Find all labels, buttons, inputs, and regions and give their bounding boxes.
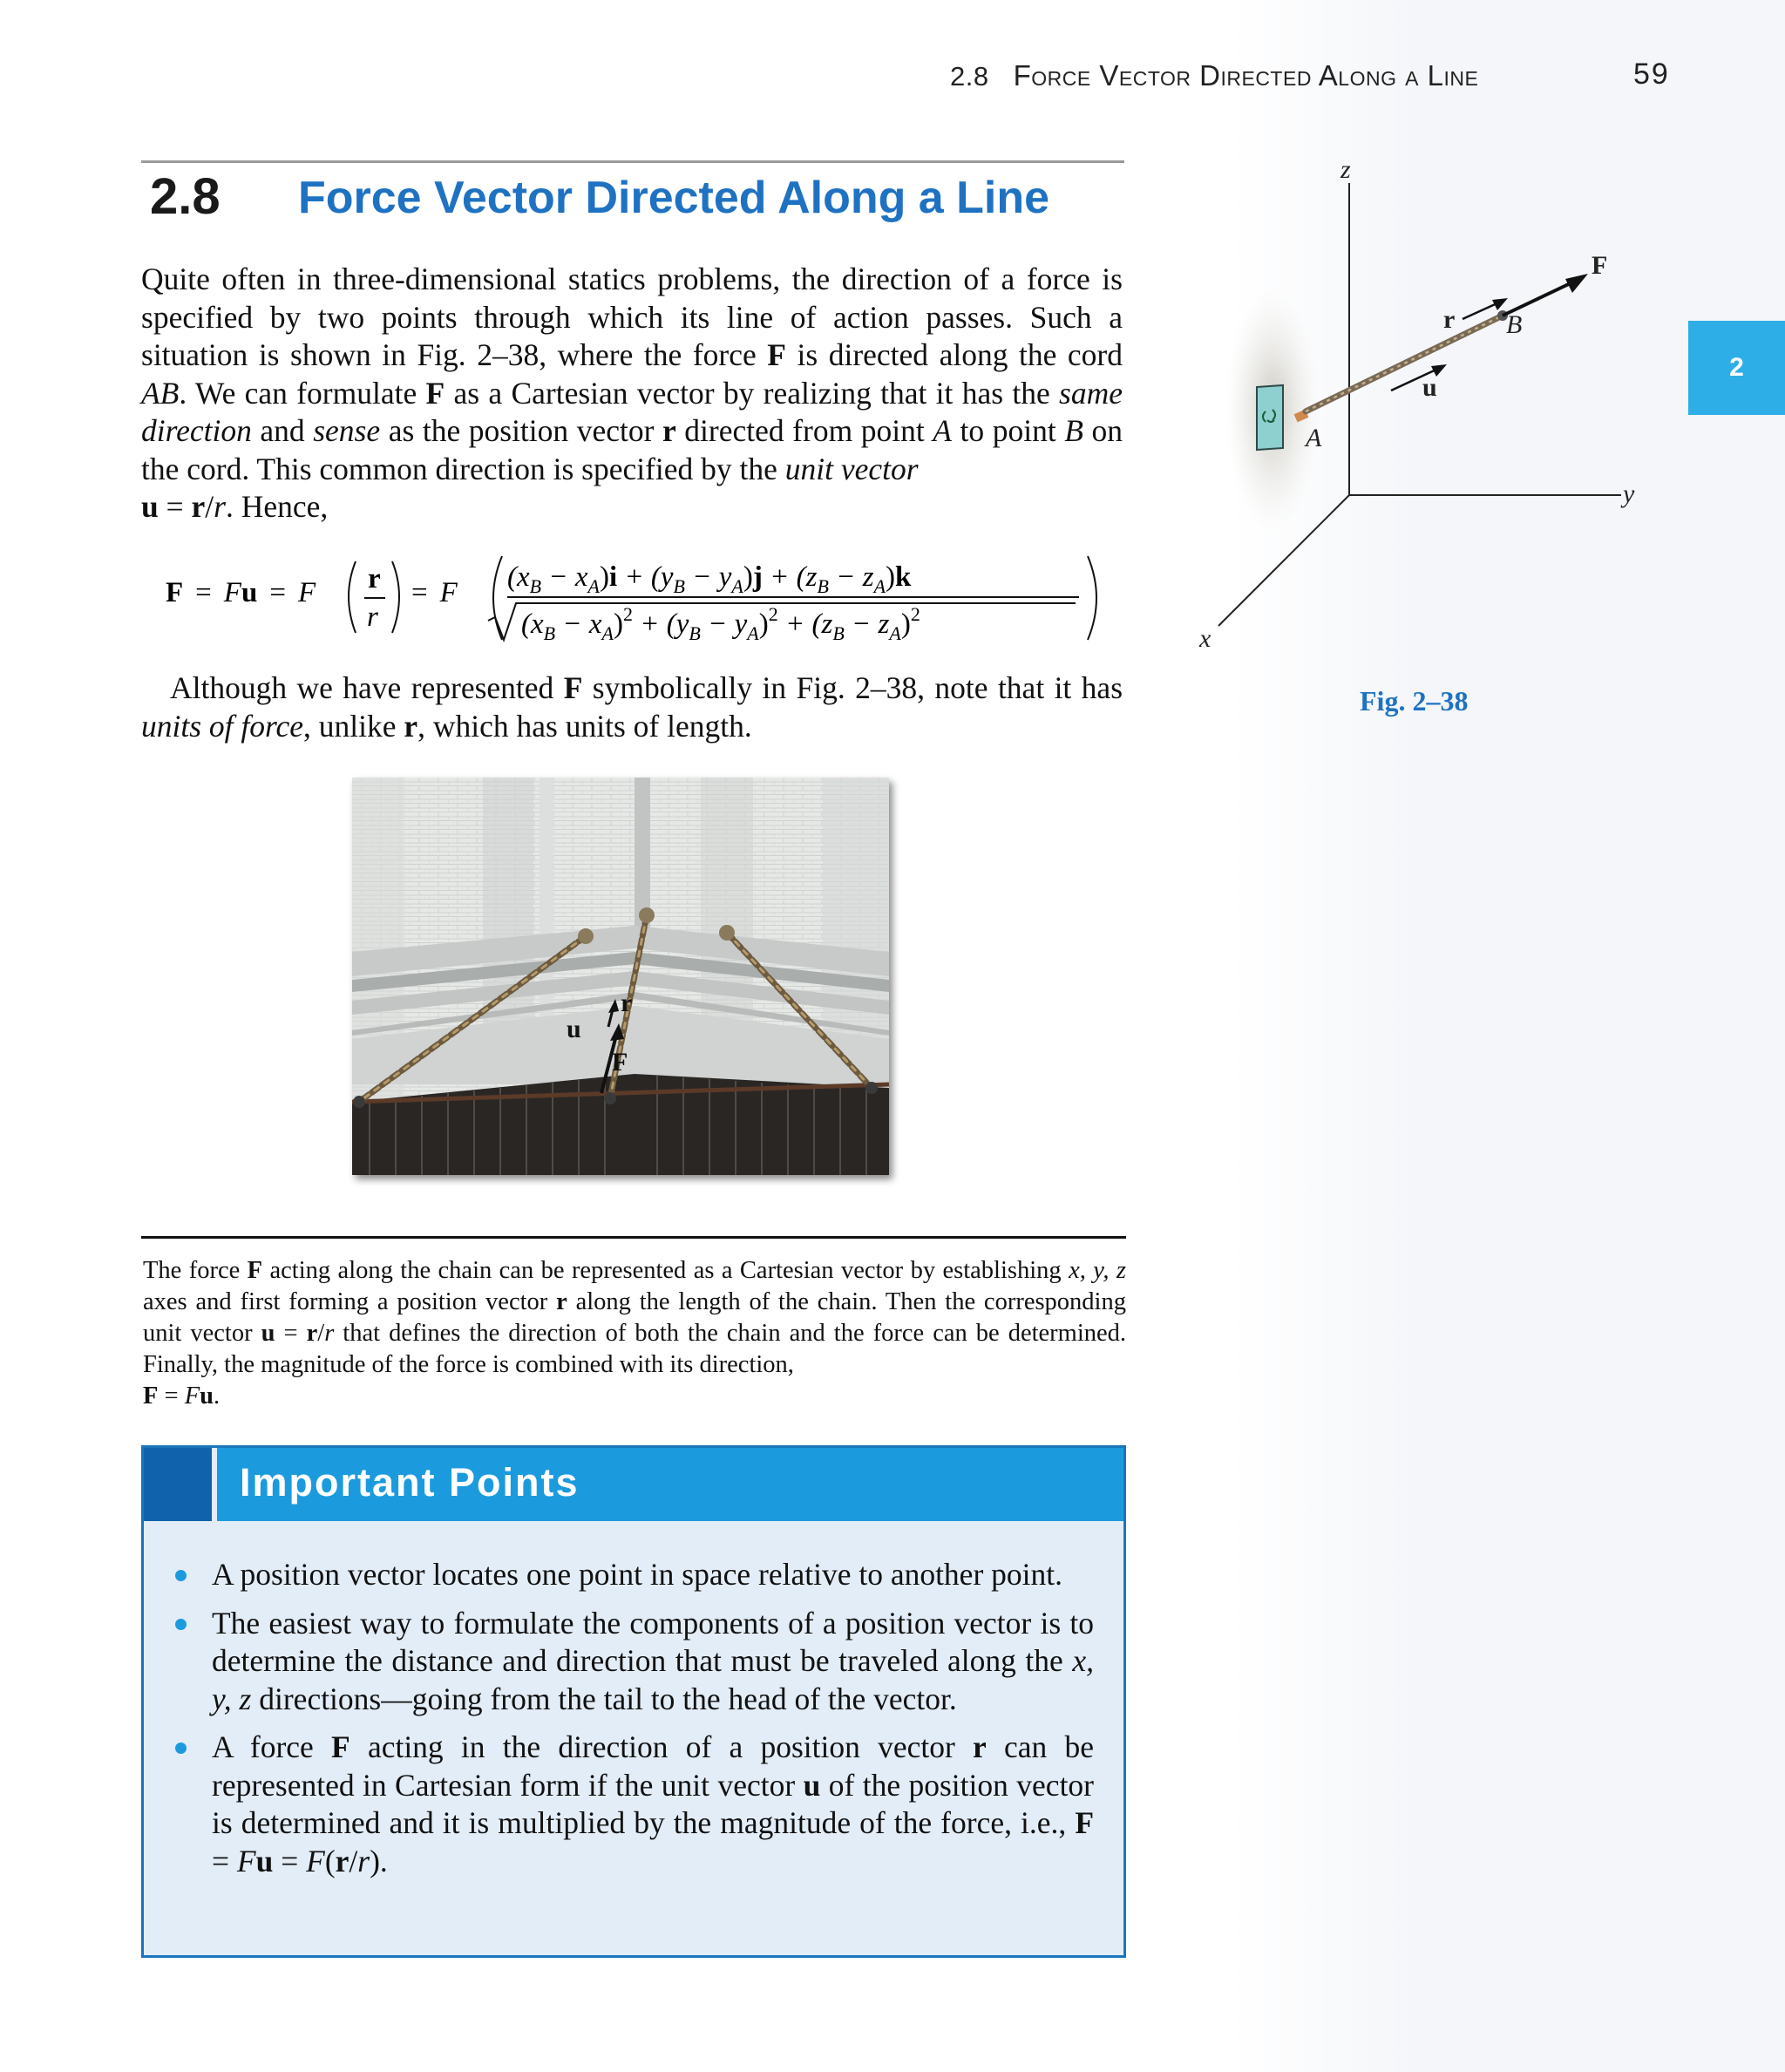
section-number: 2.8 <box>150 168 221 225</box>
term-sense: sense <box>313 413 381 448</box>
paragraph-intro: Quite often in three-dimensional statics problems, the direction of a force is specified by two points through which its line of action passes. Such a situation is shown in Fig. 2–38, where the force F is directed along the cord AB. We can formulate F as a Cartesian vector by realizing that it has the same direction and sense as the position vector r directed from point A to point B on the cord. This common direction is specified by the unit vector u = r/r. Hence, <box>141 262 1123 524</box>
photo-label-F: F <box>612 1048 628 1077</box>
cord-AB: AB <box>141 375 180 411</box>
bullet-icon <box>175 1570 187 1581</box>
vector-F: F <box>767 337 786 372</box>
figure-label-F: F <box>1592 251 1608 280</box>
term-same-direction: same direction <box>141 375 1123 448</box>
caption-rule <box>141 1236 1126 1239</box>
important-points-box <box>141 1445 1126 1958</box>
svg-text:(xB − xA)2 + (yB − yA)2 + (zB: $(x_B - x_A)^2 + (y_B - y_A)^2 + (z_B - z_A)^2$ <box>521 603 920 644</box>
photo-label-u: u <box>567 1015 581 1043</box>
chain-photo <box>352 778 889 1175</box>
figure-label-A: A <box>1306 424 1322 452</box>
section-rule <box>141 160 1124 163</box>
figure-label-r: r <box>1443 305 1456 334</box>
list-item: A position vector locates one point in space relative to another point. <box>144 1556 1123 1594</box>
header-accent-divider <box>212 1448 217 1521</box>
building-chain-illustration <box>352 778 889 1175</box>
photo-label-r: r <box>621 988 633 1017</box>
svg-text:F=Fu=F: F = Fu = F <box>166 577 316 608</box>
page-number: 59 <box>1633 58 1670 91</box>
svg-text:r: r <box>367 601 378 633</box>
svg-text:r: r <box>368 563 381 594</box>
section-title: Force Vector Directed Along a Line <box>298 173 1050 223</box>
figure-label-z: z <box>1340 155 1351 184</box>
important-points-list <box>144 1556 1123 1891</box>
bullet-icon <box>175 1743 187 1754</box>
photo-caption: The force F acting along the chain can be represented as a Cartesian vector by establishing x, y, z axes and first forming a position vector r along the length of the chain. Then the corresponding unit vector u = r/r that defines the direction of both the chain and the force can be determined. Finally, the magnitude of the force is combined with its direction, F = Fu. <box>143 1257 1127 1410</box>
anchor-plate <box>1257 385 1283 450</box>
svg-text:(xB − xA)i + (yB − yA)j + (zB: $(x_B - x_A)i + (y_B - y_A)j + (z_B - z_A)k$ <box>507 561 912 597</box>
running-header-title: Force Vector Directed Along a Line <box>1013 59 1479 92</box>
force-vector-equation <box>166 546 1116 650</box>
figure-label-u: u <box>1422 373 1437 402</box>
term-unit-vector: unit vector <box>784 451 919 486</box>
figure-2-38 <box>1185 148 1673 671</box>
running-header <box>950 59 1551 92</box>
figure-label-y: y <box>1623 479 1635 508</box>
list-item: A force F acting in the direction of a position vector r can be represented in Cartesian form if the unit vector u of the position vector is determined and it is multiplied by the magnitude of the force, i.e., F = Fu = F(r/r). <box>144 1729 1123 1880</box>
figure-label-x: x <box>1199 624 1211 653</box>
term-units-of-force: units of force <box>141 708 304 744</box>
svg-text:=F: = F <box>411 577 458 608</box>
header-accent-block <box>144 1448 212 1521</box>
running-header-section-number: 2.8 <box>950 61 989 92</box>
important-points-title: Important Points <box>240 1460 580 1505</box>
important-points-header <box>144 1448 1123 1521</box>
paragraph-units: Although we have represented F symbolically in Fig. 2–38, note that it has units of force, unlike r, which has units of length. <box>141 670 1123 744</box>
figure-label-B: B <box>1506 310 1523 339</box>
chapter-tab[interactable]: 2 <box>1688 321 1785 415</box>
bullet-icon <box>175 1619 187 1630</box>
list-item: The easiest way to formulate the components of a position vector is to determine the distance and direction that must be traveled along the x, y, z directions—going from the tail to the head of the vector. <box>144 1605 1123 1719</box>
figure-caption: Fig. 2–38 <box>1360 685 1469 717</box>
